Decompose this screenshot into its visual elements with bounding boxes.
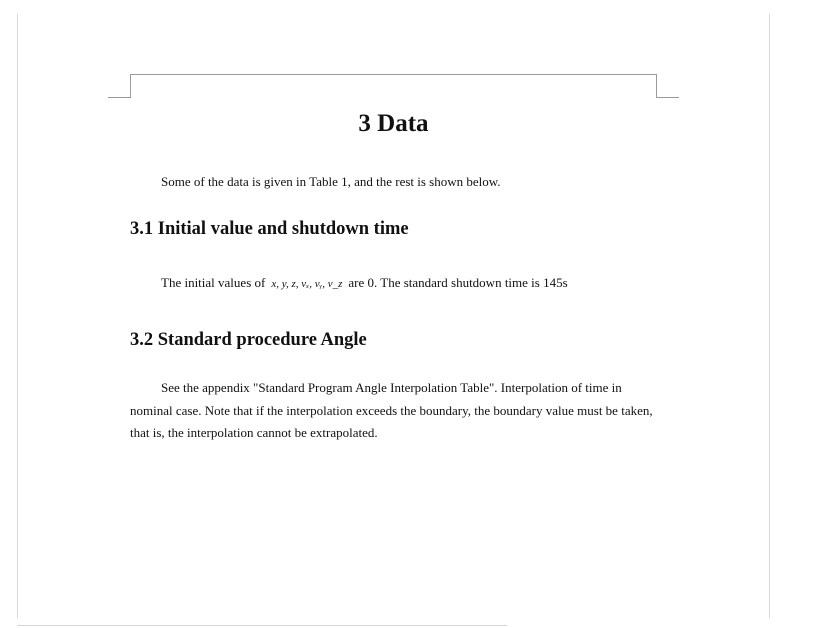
crop-mark-right-outer bbox=[656, 97, 679, 98]
crop-mark-right bbox=[656, 74, 657, 98]
state-variables-math: x, y, z, vₓ, vᵧ, v_z bbox=[271, 278, 343, 290]
crop-mark-left bbox=[130, 74, 131, 98]
page-bottom-edge bbox=[17, 625, 507, 626]
subsection-heading-procedure-angle: 3.2 Standard procedure Angle bbox=[130, 330, 367, 350]
initial-value-text-before: The initial values of bbox=[161, 275, 266, 290]
initial-value-text-after: are 0. The standard shutdown time is 145s bbox=[348, 275, 568, 290]
page-left-edge bbox=[17, 14, 18, 618]
crop-mark-left-outer bbox=[108, 97, 131, 98]
page-right-edge bbox=[769, 14, 770, 618]
header-margin-line bbox=[130, 74, 657, 75]
subsection-heading-initial-value: 3.1 Initial value and shutdown time bbox=[130, 219, 409, 239]
intro-paragraph: Some of the data is given in Table 1, and the rest is shown below. bbox=[161, 174, 501, 189]
section-title: 3 Data bbox=[358, 110, 429, 137]
initial-value-paragraph bbox=[130, 271, 660, 296]
procedure-angle-paragraph: See the appendix "Standard Program Angle Interpolation Table". Interpolation of time in nominal case. Note that if the interpolation exceeds the boundary, the boundary value must be taken, that is, the interpolation cannot be extrapolated. bbox=[130, 380, 653, 440]
